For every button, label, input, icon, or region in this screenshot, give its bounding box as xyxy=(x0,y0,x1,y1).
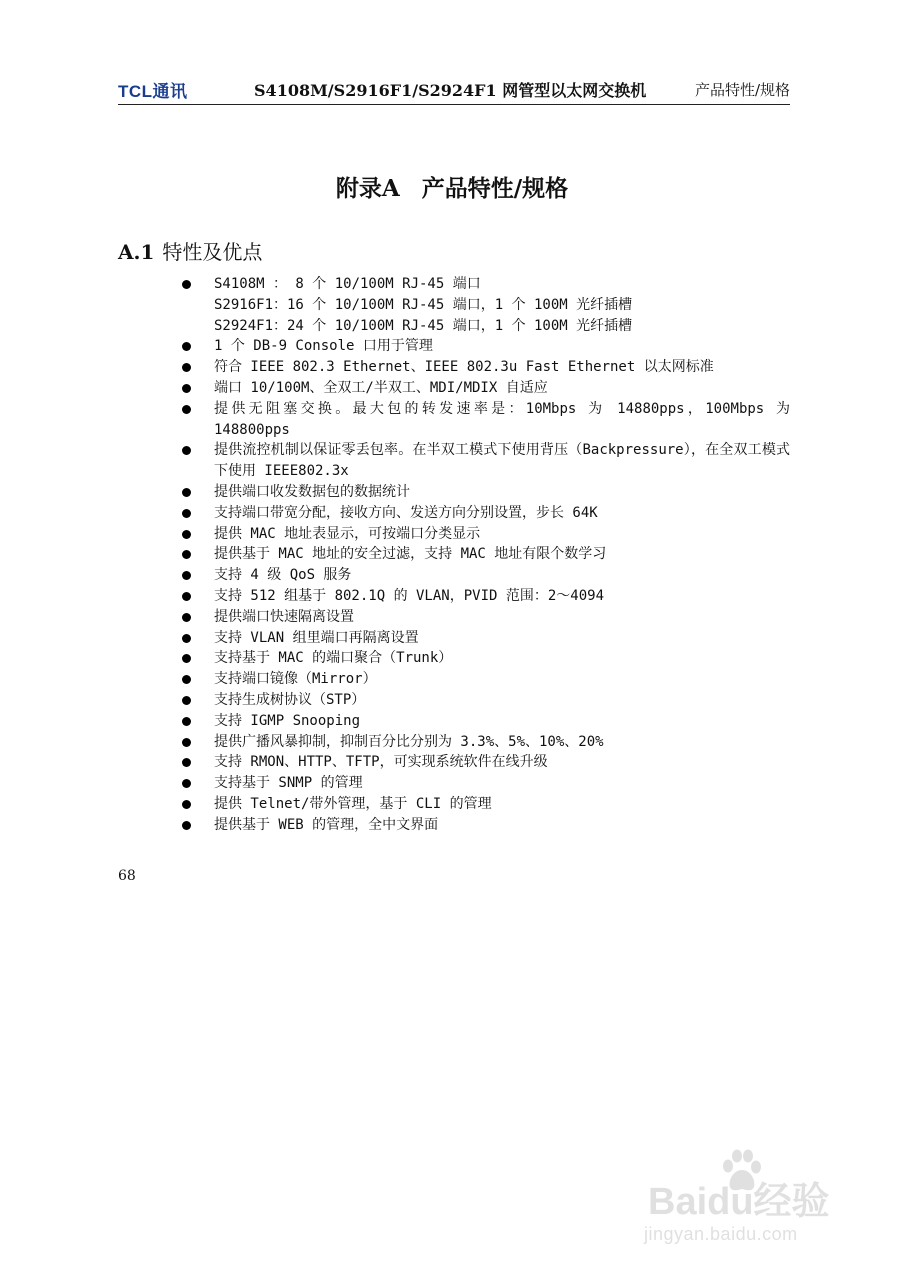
bullet-icon xyxy=(182,280,191,289)
bullet-icon xyxy=(182,634,191,643)
feature-text: 提供流控机制以保证零丢包率。在半双工模式下使用背压（Backpressure），在全双工模式下使用 IEEE802.3x xyxy=(214,442,790,480)
feature-text: 支持生成树协议（STP） xyxy=(214,691,366,708)
feature-item xyxy=(178,690,790,711)
feature-text: S2916F1：16 个 10/100M RJ-45 端口，1 个 100M 光纤插槽 xyxy=(214,296,633,313)
feature-text: S4108M ： 8 个 10/100M RJ-45 端口 xyxy=(214,276,481,292)
bullet-icon xyxy=(182,571,191,580)
feature-text: 支持 512 组基于 802.1Q 的 VLAN，PVID 范围：2～4094 xyxy=(214,587,605,604)
bullet-icon xyxy=(182,384,191,393)
bullet-icon xyxy=(182,530,191,539)
feature-text: 1 个 DB-9 Console 口用于管理 xyxy=(214,338,433,355)
feature-text: 提供端口快速隔离设置 xyxy=(214,608,354,625)
feature-item xyxy=(178,669,790,690)
bullet-icon xyxy=(182,405,191,414)
feature-text: 支持 IGMP Snooping xyxy=(214,712,361,729)
feature-item xyxy=(178,399,790,441)
feature-item xyxy=(178,815,790,836)
bullet-icon xyxy=(182,613,191,622)
section-heading xyxy=(118,236,262,265)
feature-item xyxy=(178,357,790,378)
feature-text: 提供广播风暴抑制，抑制百分比分别为 3.3%、5%、10%、20% xyxy=(214,733,604,750)
feature-item xyxy=(178,648,790,669)
bullet-icon xyxy=(182,779,191,788)
feature-item xyxy=(178,503,790,524)
bullet-icon xyxy=(182,717,191,726)
feature-text: 提供无阻塞交换。最大包的转发速率是：10Mbps 为 14880pps，100Mbps 为 148800pps xyxy=(214,400,790,438)
feature-item xyxy=(178,607,790,628)
feature-text: 支持 4 级 QoS 服务 xyxy=(214,567,352,584)
feature-item xyxy=(178,628,790,649)
feature-text: 提供 MAC 地址表显示，可按端口分类显示 xyxy=(214,525,481,542)
feature-text: 符合 IEEE 802.3 Ethernet、IEEE 802.3u Fast Ethernet 以太网标准 xyxy=(214,359,714,376)
bullet-icon xyxy=(182,654,191,663)
baidu-watermark xyxy=(640,1148,850,1258)
feature-text: 支持基于 MAC 的端口聚合（Trunk） xyxy=(214,650,453,667)
feature-text: 支持 VLAN 组里端口再隔离设置 xyxy=(214,629,419,646)
document-title: S4108M/S2916F1/S2924F1 网管型以太网交换机 xyxy=(254,81,647,100)
feature-item xyxy=(178,732,790,753)
feature-text: 支持 RMON、HTTP、TFTP，可实现系统软件在线升级 xyxy=(214,754,548,771)
feature-text: S2924F1：24 个 10/100M RJ-45 端口，1 个 100M 光纤插槽 xyxy=(214,317,633,334)
watermark-url: jingyan.baidu.com xyxy=(644,1224,798,1244)
feature-item xyxy=(178,524,790,545)
appendix-label: 附录A xyxy=(335,175,400,202)
bullet-icon xyxy=(182,800,191,809)
feature-item xyxy=(178,440,790,482)
feature-text: 提供基于 WEB 的管理，全中文界面 xyxy=(214,816,439,833)
bullet-icon xyxy=(182,509,191,518)
feature-item xyxy=(178,752,790,773)
feature-text: 提供 Telnet/带外管理，基于 CLI 的管理 xyxy=(214,795,492,812)
watermark-brand: Baidu经验 xyxy=(648,1181,830,1223)
bullet-icon xyxy=(182,821,191,830)
feature-item xyxy=(178,794,790,815)
feature-text: 端口 10/100M、全双工/半双工、MDI/MDIX 自适应 xyxy=(214,379,548,396)
bullet-icon xyxy=(182,446,191,455)
appendix-title-text: 产品特性/规格 xyxy=(421,175,569,202)
bullet-icon xyxy=(182,696,191,705)
feature-text: 支持端口带宽分配，接收方向、发送方向分别设置，步长 64K xyxy=(214,504,598,521)
bullet-icon xyxy=(182,592,191,601)
feature-item xyxy=(178,711,790,732)
feature-text: 支持端口镜像（Mirror） xyxy=(214,671,377,688)
feature-item xyxy=(178,773,790,794)
feature-item xyxy=(178,544,790,565)
feature-text: 支持基于 SNMP 的管理 xyxy=(214,775,363,792)
feature-text: 提供基于 MAC 地址的安全过滤，支持 MAC 地址有限个数学习 xyxy=(214,546,607,563)
section-title: 特性及优点 xyxy=(162,240,263,264)
feature-item xyxy=(178,565,790,586)
page-header xyxy=(118,74,790,105)
tcl-logo: TCL通讯 xyxy=(118,82,188,101)
feature-item xyxy=(178,482,790,503)
feature-text: 提供端口收发数据包的数据统计 xyxy=(214,483,410,500)
page-number: 68 xyxy=(118,868,136,884)
bullet-icon xyxy=(182,738,191,747)
feature-list xyxy=(178,274,790,836)
bullet-icon xyxy=(182,675,191,684)
feature-item xyxy=(178,274,790,336)
appendix-title xyxy=(0,170,904,203)
feature-item xyxy=(178,378,790,399)
feature-item xyxy=(178,586,790,607)
bullet-icon xyxy=(182,758,191,767)
bullet-icon xyxy=(182,342,191,351)
header-section-label: 产品特性/规格 xyxy=(694,81,790,99)
section-number: A.1 xyxy=(118,240,155,264)
bullet-icon xyxy=(182,363,191,372)
feature-item xyxy=(178,336,790,357)
bullet-icon xyxy=(182,488,191,497)
bullet-icon xyxy=(182,550,191,559)
